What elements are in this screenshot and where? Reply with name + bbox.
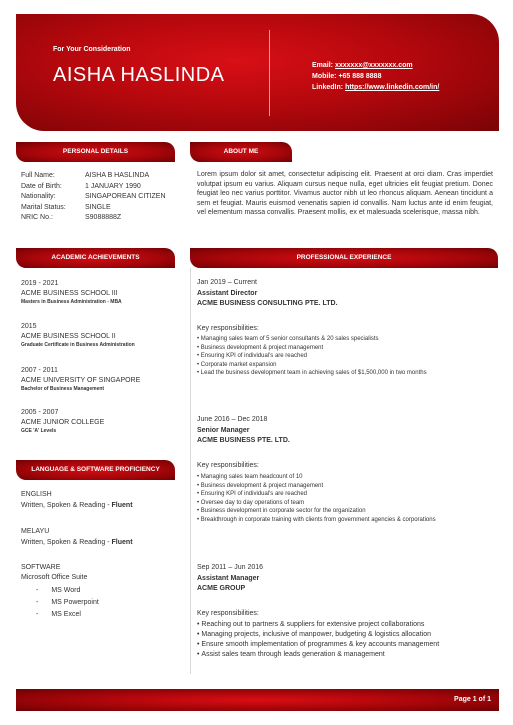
academic-years: 2007 - 2011 <box>21 367 58 374</box>
job-period: Jan 2019 – Current <box>197 279 257 286</box>
personal-label: Full Name: <box>21 172 55 179</box>
header-subtitle: For Your Consideration <box>53 46 131 53</box>
email-label: Email: <box>312 62 334 69</box>
bullet-item: • Ensure smooth implementation of programmes & key accounts management <box>197 640 497 650</box>
section-experience: PROFESSIONAL EXPERIENCE <box>190 248 498 268</box>
mobile-value: +65 888 8888 <box>338 73 382 80</box>
personal-value: SINGAPOREAN CITIZEN <box>85 193 166 200</box>
language-name: ENGLISH <box>21 491 52 498</box>
language-desc: Written, Spoken & Reading - <box>21 539 112 546</box>
about-text: Lorem ipsum dolor sit amet, consectetur adipiscing elit. Praesent at orci diam. Cras imperdiet volutpat ipsum eu varius. Aliquam cursus neque nulla, eget ultricies elit feugiat pretium. Donec feugiat leo nec varius porttitor. Vivamus auctor nibh ut leo rhoncus aliquam. Aenean tincidunt a sem et feugiat. Mauris euismod venenatis sapien id convallis. Nam luctus ante id enim feugiat, vel elementum massa convallis. Praesent mollis, ex et malesuada scelerisque, massa nibh. <box>197 171 493 217</box>
candidate-name: AISHA HASLINDA <box>53 64 225 86</box>
bullet-item: • Business development & project management <box>197 482 497 491</box>
academic-qual: GCE 'A' Levels <box>21 428 57 434</box>
academic-qual: Masters in Business Administration - MBA <box>21 299 122 305</box>
email-link[interactable]: xxxxxxx@xxxxxxx.com <box>334 62 413 69</box>
section-academic: ACADEMIC ACHIEVEMENTS <box>16 248 175 268</box>
software-suite: Microsoft Office Suite <box>21 573 88 581</box>
academic-item <box>21 322 186 349</box>
bullet-item: • Assist sales team through leads generation & management <box>197 650 497 660</box>
personal-label: Marital Status: <box>21 203 66 211</box>
academic-school: ACME JUNIOR COLLEGE <box>21 418 105 426</box>
personal-value: AISHA B HASLINDA <box>85 172 150 179</box>
language-malay <box>21 527 186 548</box>
job-title: Assistant Director <box>197 289 258 297</box>
bullet-item: • Ensuring KPI of individual's are reached <box>197 352 497 361</box>
column-divider <box>190 268 191 674</box>
job-company: ACME BUSINESS PTE. LTD. <box>197 437 290 444</box>
language-level: Fluent <box>111 539 133 546</box>
linkedin-link[interactable]: https://www.linkedin.com/in/ <box>345 84 440 91</box>
academic-years: 2015 <box>21 323 37 330</box>
dash-icon: - <box>36 599 39 606</box>
job-title: Senior Manager <box>197 426 250 434</box>
software-item: - MS Powerpoint <box>36 599 99 606</box>
job-header <box>197 278 497 309</box>
language-level: Fluent <box>111 502 133 509</box>
language-english <box>21 490 186 511</box>
academic-item <box>21 408 186 435</box>
job-company: ACME GROUP <box>197 585 246 592</box>
dash-icon: - <box>36 611 39 618</box>
personal-label: NRIC No.: <box>21 214 53 221</box>
dash-icon: - <box>36 587 39 594</box>
job-resp-label: Key responsibilities: <box>197 610 259 617</box>
job-bullets <box>197 620 497 660</box>
job-bullets <box>197 473 497 524</box>
bullet-item: • Corporate market expansion <box>197 361 497 370</box>
academic-qual: Bachelor of Business Management <box>21 386 105 392</box>
page-number: Page 1 of 1 <box>454 696 491 703</box>
personal-label: Nationality: <box>21 193 56 200</box>
section-about-me: ABOUT ME <box>190 142 292 162</box>
academic-item <box>21 366 186 393</box>
academic-school: ACME BUSINESS SCHOOL II <box>21 332 116 340</box>
academic-school: ACME UNIVERSITY OF SINGAPORE <box>21 376 141 384</box>
software-block <box>21 563 186 582</box>
contact-info <box>312 60 439 93</box>
academic-years: 2005 - 2007 <box>21 409 59 416</box>
bullet-item: • Managing sales team of 5 senior consultants & 20 sales specialists <box>197 335 497 344</box>
job-resp-label: Key responsibilities: <box>197 325 259 332</box>
personal-value: 1 JANUARY 1990 <box>85 182 141 190</box>
bullet-item: • Breakthrough in corporate training with clients from government agencies & corporations <box>197 516 497 525</box>
academic-item <box>21 279 186 306</box>
job-title: Assistant Manager <box>197 574 260 582</box>
footer-bar <box>16 689 499 711</box>
job-company: ACME BUSINESS CONSULTING PTE. LTD. <box>197 300 338 307</box>
bullet-item: • Ensuring KPI of individual's are reached <box>197 490 497 499</box>
mobile-label: Mobile: <box>312 73 337 80</box>
bullet-item: • Business development in corporate sector for the organization <box>197 507 497 516</box>
linkedin-label: LinkedIn: <box>312 84 344 91</box>
bullet-item: • Lead the business development team in achieving sales of $1,500,000 in two months <box>197 369 497 378</box>
job-resp-label: Key responsibilities: <box>197 462 259 469</box>
job-period: Sep 2011 – Jun 2016 <box>197 564 264 571</box>
job-period: June 2016 – Dec 2018 <box>197 416 268 423</box>
bullet-item: • Reaching out to partners & suppliers for extensive project collaborations <box>197 620 497 630</box>
header-divider <box>269 30 270 116</box>
bullet-item: • Managing sales team headcount of 10 <box>197 473 497 482</box>
language-name: MELAYU <box>21 528 50 535</box>
bullet-item: • Oversee day to day operations of team <box>197 499 497 508</box>
section-language: LANGUAGE & SOFTWARE PROFICIENCY <box>16 460 175 480</box>
bullet-item: • Managing projects, inclusive of manpower, budgeting & logistics allocation <box>197 630 497 640</box>
language-desc: Written, Spoken & Reading - <box>21 502 112 509</box>
academic-school: ACME BUSINESS SCHOOL III <box>21 289 118 297</box>
software-heading: SOFTWARE <box>21 564 61 571</box>
section-personal-details: PERSONAL DETAILS <box>16 142 175 162</box>
job-header <box>197 563 497 594</box>
header-banner <box>16 14 499 131</box>
bullet-item: • Business development & project management <box>197 344 497 353</box>
personal-label: Date of Birth: <box>21 182 62 190</box>
personal-value: SINGLE <box>85 203 111 211</box>
software-item: - MS Excel <box>36 611 81 618</box>
personal-value: S9088888Z <box>85 214 122 221</box>
job-header <box>197 415 497 446</box>
software-item: - MS Word <box>36 587 81 594</box>
academic-years: 2019 - 2021 <box>21 280 59 287</box>
academic-qual: Graduate Certificate in Business Administration <box>21 342 135 348</box>
job-bullets <box>197 335 497 378</box>
